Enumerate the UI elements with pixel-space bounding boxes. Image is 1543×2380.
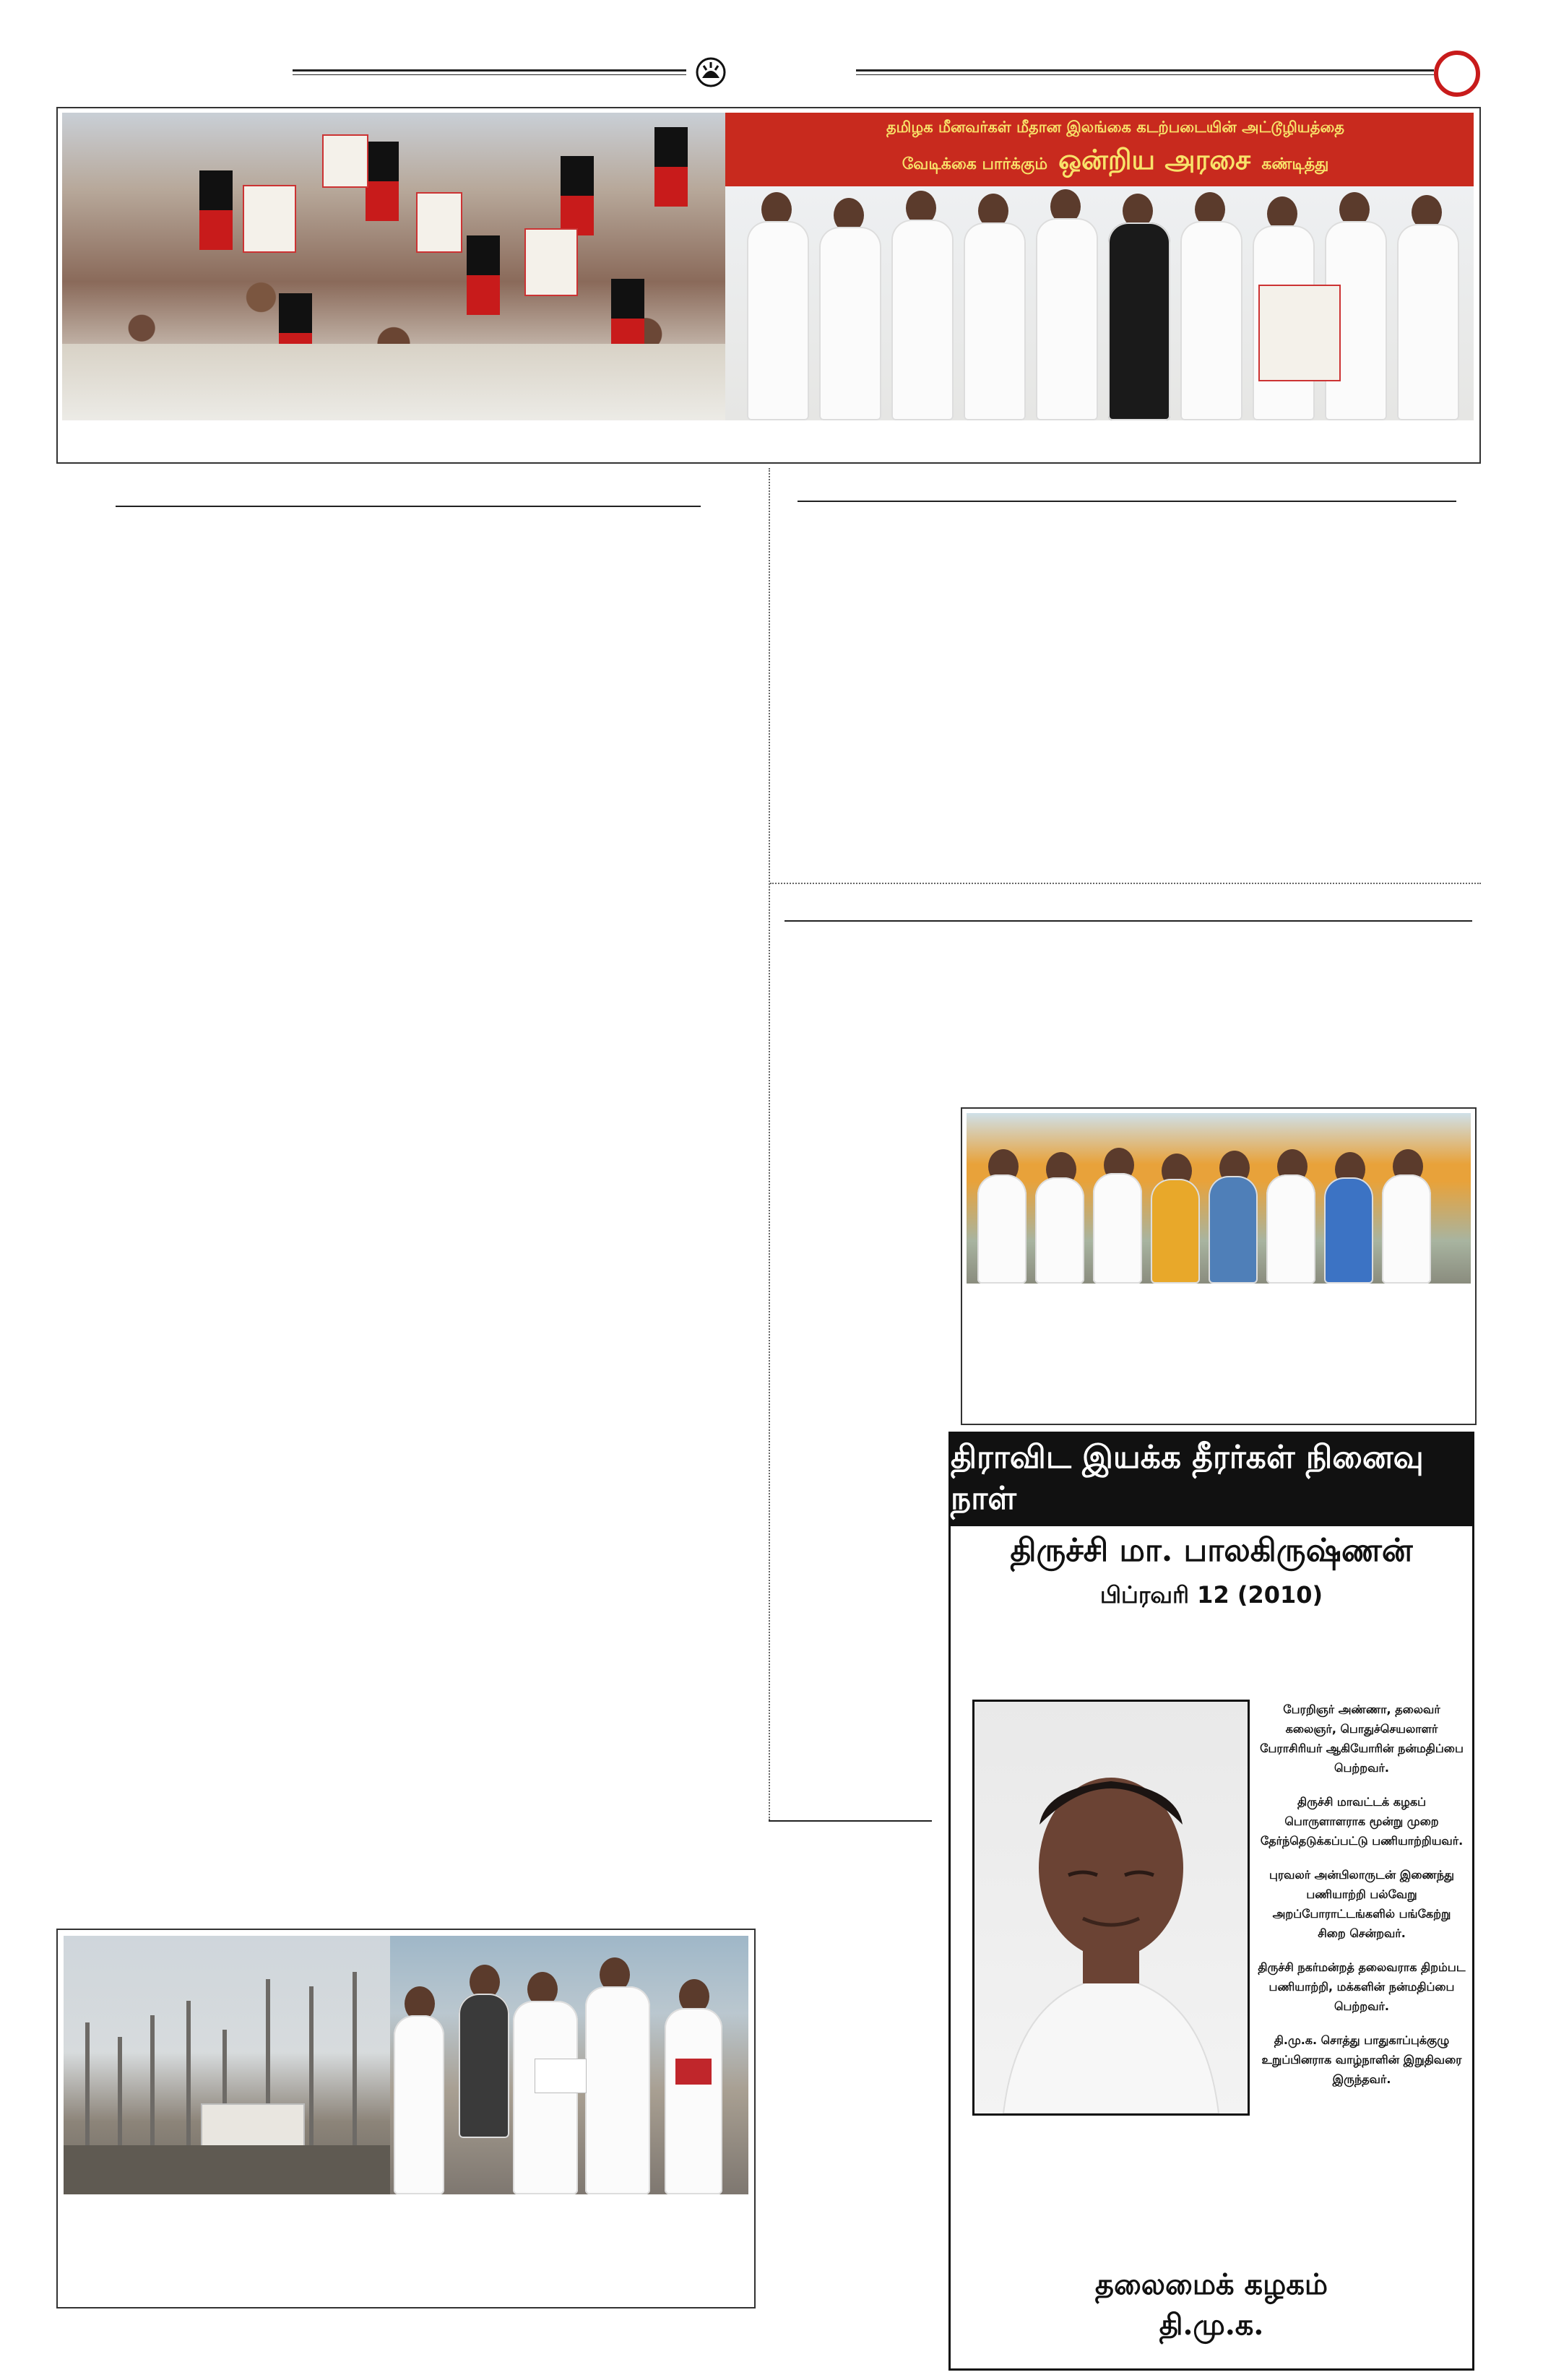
protest-crowd-photo: [62, 113, 725, 420]
red-circle-icon: [1434, 51, 1480, 97]
construction-pillar: [85, 2022, 90, 2145]
ceremony-photo: [967, 1113, 1471, 1284]
portrait-figure: [974, 1702, 1248, 2113]
protest-placard: [416, 192, 462, 253]
protest-placard: [1258, 285, 1341, 381]
memorial-bio-paragraph: திருச்சி மாவட்டக் கழகப் பொருளாளராக மூன்று முறை தேர்ந்தெடுக்கப்பட்டு பணியாற்றியவர்.: [1260, 1795, 1464, 1848]
person: [394, 2015, 444, 2194]
person: [1093, 1173, 1142, 1284]
memorial-bio-paragraph: பேரறிஞர் அண்ணா, தலைவர் கலைஞர், பொதுச்செயலாளர் பேராசிரியர் ஆகியோரின் நன்மதிப்பை பெற்றவர்.: [1260, 1702, 1464, 1775]
column-divider: [769, 468, 770, 1820]
person: [1108, 222, 1170, 420]
construction-site-photo: [64, 1936, 390, 2194]
person: [977, 1174, 1026, 1284]
memorial-bio-paragraph: புரவலர் அன்பிலாருடன் இணைந்து பணியாற்றி பல்வேறு அறப்போராட்டங்களில் பங்கேற்று சிறை சென்றவர்.: [1268, 1868, 1455, 1940]
party-flag: [467, 235, 500, 315]
construction-pillar: [309, 1986, 314, 2145]
person: [1209, 1176, 1258, 1284]
right-top-article-rule: [798, 501, 1456, 502]
construction-pillar: [118, 2037, 122, 2145]
site-visit-photo: [390, 1936, 748, 2194]
brick-stack: [201, 2103, 305, 2148]
person: [459, 1994, 509, 2138]
person: [964, 222, 1026, 420]
crowd-foreground: [62, 344, 725, 420]
right-mid-article-rule: [785, 920, 1472, 922]
party-flag: [561, 156, 594, 235]
party-flag: [199, 170, 233, 250]
memorial-date: பிப்ரவரி 12 (2010): [1099, 1581, 1323, 1609]
person: [585, 1986, 650, 2194]
header-rule-right-thin: [856, 74, 1434, 75]
person: [1266, 1174, 1315, 1284]
person: [1035, 1177, 1084, 1284]
person: [891, 220, 954, 420]
memorial-bio-paragraph: திருச்சி நகர்மன்றத் தலைவராக திறம்பட பணியாற்றி, மக்களின் நன்மதிப்பை பெற்றவர்.: [1258, 1960, 1466, 2013]
person: [1324, 1177, 1373, 1284]
construction-pillar: [150, 2015, 155, 2145]
document-sheet: [535, 2059, 587, 2093]
person: [1397, 224, 1459, 420]
right-top-article-divider: [770, 883, 1481, 884]
stage-banner-end: கண்டித்து: [1261, 155, 1329, 173]
memorial-name: திருச்சி மா. பாலகிருஷ்ணன்: [1010, 1532, 1413, 1569]
protest-placard: [322, 134, 368, 188]
person: [665, 2008, 722, 2194]
protest-placard: [243, 185, 296, 253]
construction-pillar: [353, 1972, 357, 2145]
stage-banner-line2: வேடிக்கை பார்க்கும்: [902, 155, 1048, 173]
memorial-header: திராவிட இயக்க தீரர்கள் நினைவு நாள்: [951, 1434, 1472, 1526]
person: [1382, 1174, 1431, 1284]
memorial-footer-line1: தலைமைக் கழகம்: [1094, 2267, 1328, 2301]
person: [1036, 218, 1098, 420]
stage-leaders-photo: [725, 113, 1474, 420]
header-rule-left: [293, 69, 686, 72]
party-flag: [366, 142, 399, 221]
right-column-end-rule: [769, 1820, 932, 1822]
stage-banner-highlight: ஒன்றிய அரசை: [1058, 143, 1251, 176]
red-folder: [675, 2059, 712, 2085]
person: [1151, 1179, 1200, 1284]
person: [747, 221, 809, 420]
stage-banner-line1: தமிழக மீனவர்கள் மீதான இலங்கை கடற்படையின் அட்டூழியத்தை: [886, 118, 1345, 136]
person: [1180, 221, 1242, 420]
ground: [64, 2145, 390, 2194]
header-rule-left-thin: [293, 74, 686, 75]
construction-pillar: [186, 2001, 191, 2145]
protest-placard: [524, 228, 578, 296]
person: [819, 227, 881, 420]
memorial-bio-paragraph: தி.மு.க. சொத்து பாதுகாப்புக்குழு உறுப்பினராக வாழ்நாளின் இறுதிவரை இருந்தவர்.: [1261, 2033, 1462, 2086]
memorial-notice: [948, 1432, 1474, 2371]
memorial-bio: [1257, 1700, 1466, 2103]
rising-sun-emblem-icon: [695, 56, 727, 88]
memorial-footer-line2: தி.மு.க.: [1159, 2308, 1264, 2342]
left-article-rule: [116, 506, 701, 507]
header-rule-right: [856, 69, 1434, 72]
stage-banner: [819, 118, 1412, 182]
party-flag: [654, 127, 688, 207]
person: [513, 2001, 578, 2194]
memorial-portrait: [972, 1700, 1250, 2116]
